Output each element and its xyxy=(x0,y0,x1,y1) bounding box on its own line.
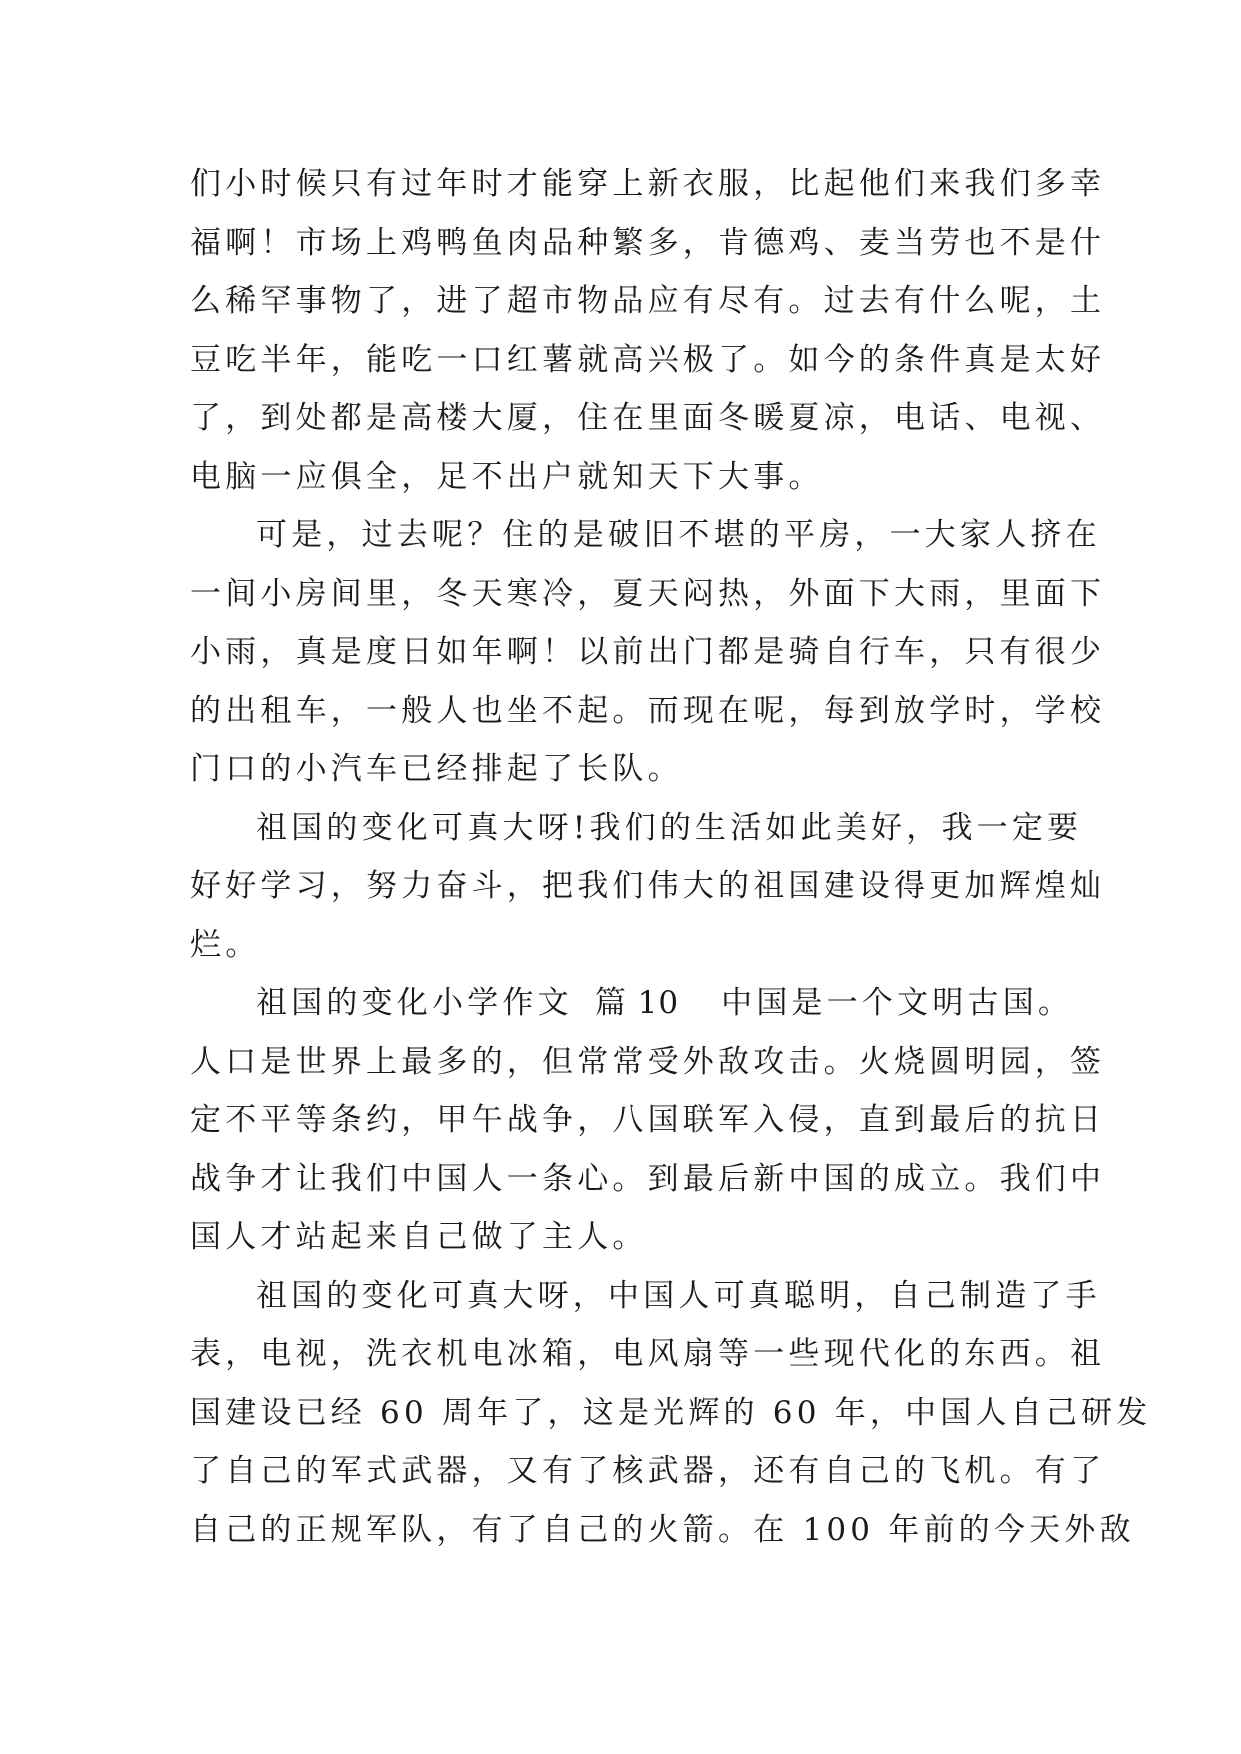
text-line: 福啊！市场上鸡鸭鱼肉品种繁多，肯德鸡、麦当劳也不是什 xyxy=(190,224,1106,261)
text-line: 门口的小汽车已经排起了长队。 xyxy=(190,751,683,787)
text-line: 了，到处都是高楼大厦，住在里面冬暖夏凉，电话、电视、 xyxy=(190,400,1106,436)
text-line: 豆吃半年，能吃一口红薯就高兴极了。如今的条件真是太好 xyxy=(190,341,1106,378)
text-line: 表，电视，洗衣机电冰箱，电风扇等一些现代化的东西。祖 xyxy=(190,1336,1106,1372)
text-line: 国人才站起来自己做了主人。 xyxy=(190,1219,648,1255)
text-line: 国建设已经 60 周年了，这是光辉的 60 年，中国人自己研发 xyxy=(190,1394,1152,1431)
section-lead-text: 中国是一个文明古国。 xyxy=(721,985,1074,1021)
section-heading-paragraph xyxy=(190,974,1106,1267)
text-line: 们小时候只有过年时才能穿上新衣服，比起他们来我们多幸 xyxy=(190,166,1106,202)
section-title: 祖国的变化小学作文 xyxy=(256,985,573,1021)
document-body xyxy=(190,155,1152,1559)
text-line: 么稀罕事物了，进了超市物品应有尽有。过去有什么呢，土 xyxy=(190,283,1106,319)
text-line: 好好学习，努力奋斗，把我们伟大的祖国建设得更加辉煌灿 xyxy=(190,868,1106,904)
paragraph-5 xyxy=(190,1267,1152,1560)
paragraph-3 xyxy=(190,799,1106,975)
text-line: 定不平等条约，甲午战争，八国联军入侵，直到最后的抗日 xyxy=(190,1102,1106,1138)
text-line: 可是，过去呢？住的是破旧不堪的平房，一大家人挤在 xyxy=(256,517,1101,553)
section-heading-line xyxy=(190,974,1074,1033)
text-line: 的出租车，一般人也坐不起。而现在呢，每到放学时，学校 xyxy=(190,692,1106,729)
text-line: 一间小房间里，冬天寒冷，夏天闷热，外面下大雨，里面下 xyxy=(190,575,1106,612)
text-line: 祖国的变化可真大呀!我们的生活如此美好，我一定要 xyxy=(256,809,1083,846)
paragraph-1 xyxy=(190,155,1106,506)
section-number: 篇 10 xyxy=(594,985,680,1021)
text-line: 烂。 xyxy=(190,926,261,963)
text-line: 了自己的军式武器，又有了核武器，还有自己的飞机。有了 xyxy=(190,1453,1106,1489)
text-line: 祖国的变化可真大呀，中国人可真聪明，自己制造了手 xyxy=(256,1277,1101,1314)
paragraph-2 xyxy=(190,506,1106,799)
text-line: 人口是世界上最多的，但常常受外敌攻击。火烧圆明园，签 xyxy=(190,1043,1106,1080)
text-line: 自己的正规军队，有了自己的火箭。在 100 年前的今天外敌 xyxy=(190,1511,1135,1548)
text-line: 战争才让我们中国人一条心。到最后新中国的成立。我们中 xyxy=(190,1160,1106,1197)
text-line: 小雨，真是度日如年啊！以前出门都是骑自行车，只有很少 xyxy=(190,634,1106,670)
text-line: 电脑一应俱全，足不出户就知天下大事。 xyxy=(190,458,824,495)
